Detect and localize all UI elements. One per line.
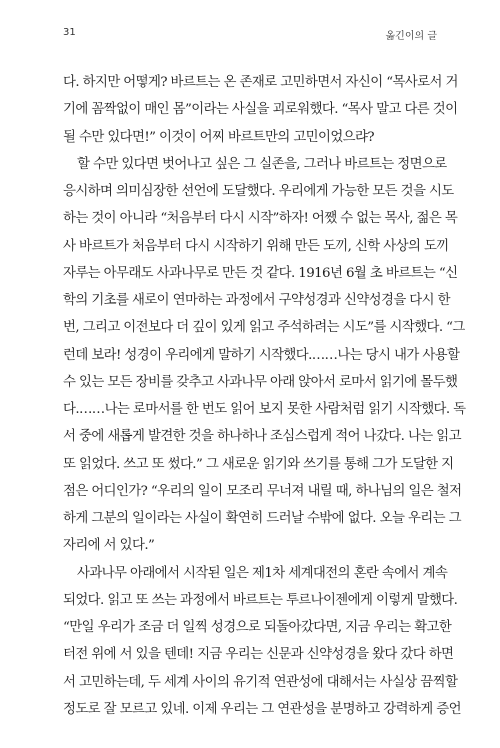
text-line: 되었다. 읽고 또 쓰는 과정에서 바르트는 투르나이젠에게 이렇게 말했다. (63, 592, 458, 608)
running-header (63, 27, 437, 45)
text-line: 사 바르트가 처음부터 다시 시작하기 위해 만든 도끼, 신학 사상의 도끼 (63, 238, 449, 254)
text-line: 점은 어디인가? “우리의 일이 모조리 무너져 내릴 때, 하나님의 일은 철저 (63, 483, 462, 499)
text-line: 응시하며 의미심장한 선언에 도달했다. 우리에게 가능한 모든 것을 시도 (63, 184, 454, 199)
text-line: 터전 위에 서 있을 텐데! 지금 우리는 신문과 신약성경을 왔다 갔다 하면 (63, 647, 454, 663)
page-number: 31 (63, 27, 76, 38)
text-line: 수 있는 모든 장비를 갖추고 사과나무 아래 앉아서 로마서 읽기에 몰두했 (63, 374, 458, 390)
section-title: 옮긴이의 글 (385, 31, 437, 42)
text-line: “만일 우리가 조금 더 일찍 성경으로 되돌아갔다면, 지금 우리는 확고한 (63, 620, 452, 635)
text-line: 될 수만 있다면!” 이것이 어찌 바르트만의 고민이었으랴? (63, 129, 374, 145)
body-text (63, 69, 466, 723)
text-line: 서 고민하는데, 두 세계 사이의 유기적 연관성에 대해서는 사실상 끔찍할 (63, 674, 458, 690)
text-line: 자리에 서 있다.” (63, 538, 155, 554)
text-line: 다.……나는 로마서를 한 번도 읽어 보지 못한 사람처럼 읽기 시작했다. 독 (63, 402, 466, 417)
text-line: 학의 기초를 새로이 연마하는 과정에서 구약성경과 신약성경을 다시 한 (63, 293, 450, 308)
text-line: 정도로 잘 모르고 있네. 이제 우리는 그 연관성을 분명하고 강력하게 증언 (63, 701, 461, 717)
text-line: 서 중에 새롭게 발견한 것을 하나하나 조심스럽게 적어 나갔다. 나는 읽고 (63, 429, 461, 445)
text-line: 다. 하지만 어떻게? 바르트는 온 존재로 고민하면서 자신이 “목사로서 거 (63, 75, 458, 90)
text-line: 런데 보라! 성경이 우리에게 말하기 시작했다.……나는 당시 내가 사용할 (63, 347, 460, 363)
text-line: 하게 그분의 일이라는 사실이 확연히 드러날 수밖에 없다. 오늘 우리는 그 (63, 511, 461, 526)
text-line: 번, 그리고 이전보다 더 깊이 있게 읽고 주석하려는 시도”를 시작했다. “그 (63, 320, 465, 336)
text-line: 사과나무 아래에서 시작된 일은 제1차 세계대전의 혼란 속에서 계속 (77, 565, 448, 581)
text-line: 또 읽었다. 쓰고 또 썼다.” 그 새로운 읽기와 쓰기를 통해 그가 도달한 지 (63, 456, 454, 472)
text-line: 할 수만 있다면 벗어나고 싶은 그 실존을, 그러나 바르트는 정면으로 (77, 156, 447, 172)
text-line: 기에 꼼짝없이 매인 몸”이라는 사실을 괴로워했다. “목사 말고 다른 것이 (63, 102, 458, 118)
text-line: 하는 것이 아니라 “처음부터 다시 시작”하자! 어쨌 수 없는 목사, 젊은 목 (63, 211, 458, 227)
text-line: 자루는 아무래도 사과나무로 만든 것 같다. 1916년 6월 초 바르트는 “신 (63, 265, 458, 281)
